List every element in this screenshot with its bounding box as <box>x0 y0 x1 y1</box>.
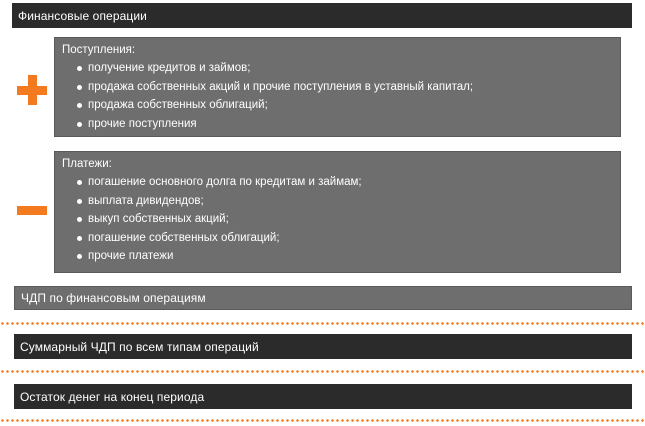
outflows-title: Платежи: <box>62 158 112 170</box>
inflows-panel <box>54 37 621 137</box>
list-item <box>76 78 613 97</box>
list-item <box>76 115 613 134</box>
total-cash-flow-bar: Суммарный ЧДП по всем типам операций <box>14 334 632 359</box>
ending-balance-bar: Остаток денег на конец периода <box>14 384 632 409</box>
financing-cash-flow-bar: ЧДП по финансовым операциям <box>14 286 632 310</box>
list-item <box>76 192 613 211</box>
dotted-divider <box>0 419 645 422</box>
bullet-icon <box>77 122 82 127</box>
dotted-divider <box>0 322 645 325</box>
list-item-text: продажа собственных облигаций; <box>88 99 268 111</box>
minus-icon <box>17 206 47 215</box>
bullet-icon <box>77 254 82 259</box>
list-item-text: продажа собственных акций и прочие поступления в уставный капитал; <box>88 80 474 93</box>
bullet-icon <box>77 217 82 222</box>
list-item-text: выкуп собственных акций; <box>88 213 229 225</box>
list-item <box>76 96 613 115</box>
bullet-icon <box>77 85 82 90</box>
list-item-text: выплата дивидендов; <box>88 194 204 207</box>
list-item <box>76 173 613 192</box>
bullet-icon <box>77 180 82 185</box>
bullet-icon <box>77 236 82 241</box>
inflows-title: Поступления: <box>62 44 136 56</box>
list-item <box>76 229 613 248</box>
list-item-text: прочие поступления <box>88 117 197 130</box>
section-title: Финансовые операции <box>12 3 632 28</box>
list-item-text: погашение собственных облигаций; <box>88 231 280 244</box>
list-item-text: прочие платежи <box>88 250 174 262</box>
bullet-icon <box>77 66 82 71</box>
list-item <box>76 247 613 266</box>
dotted-divider <box>0 370 645 373</box>
list-item <box>76 210 613 229</box>
list-item <box>76 59 613 78</box>
list-item-text: получение кредитов и займов; <box>88 62 251 74</box>
list-item-text: погашение основного долга по кредитам и займам; <box>88 176 362 188</box>
plus-icon-vertical <box>28 75 37 105</box>
bullet-icon <box>77 103 82 108</box>
outflows-list <box>62 173 613 266</box>
inflows-list <box>62 59 613 133</box>
outflows-panel <box>54 151 621 273</box>
bullet-icon <box>77 199 82 204</box>
